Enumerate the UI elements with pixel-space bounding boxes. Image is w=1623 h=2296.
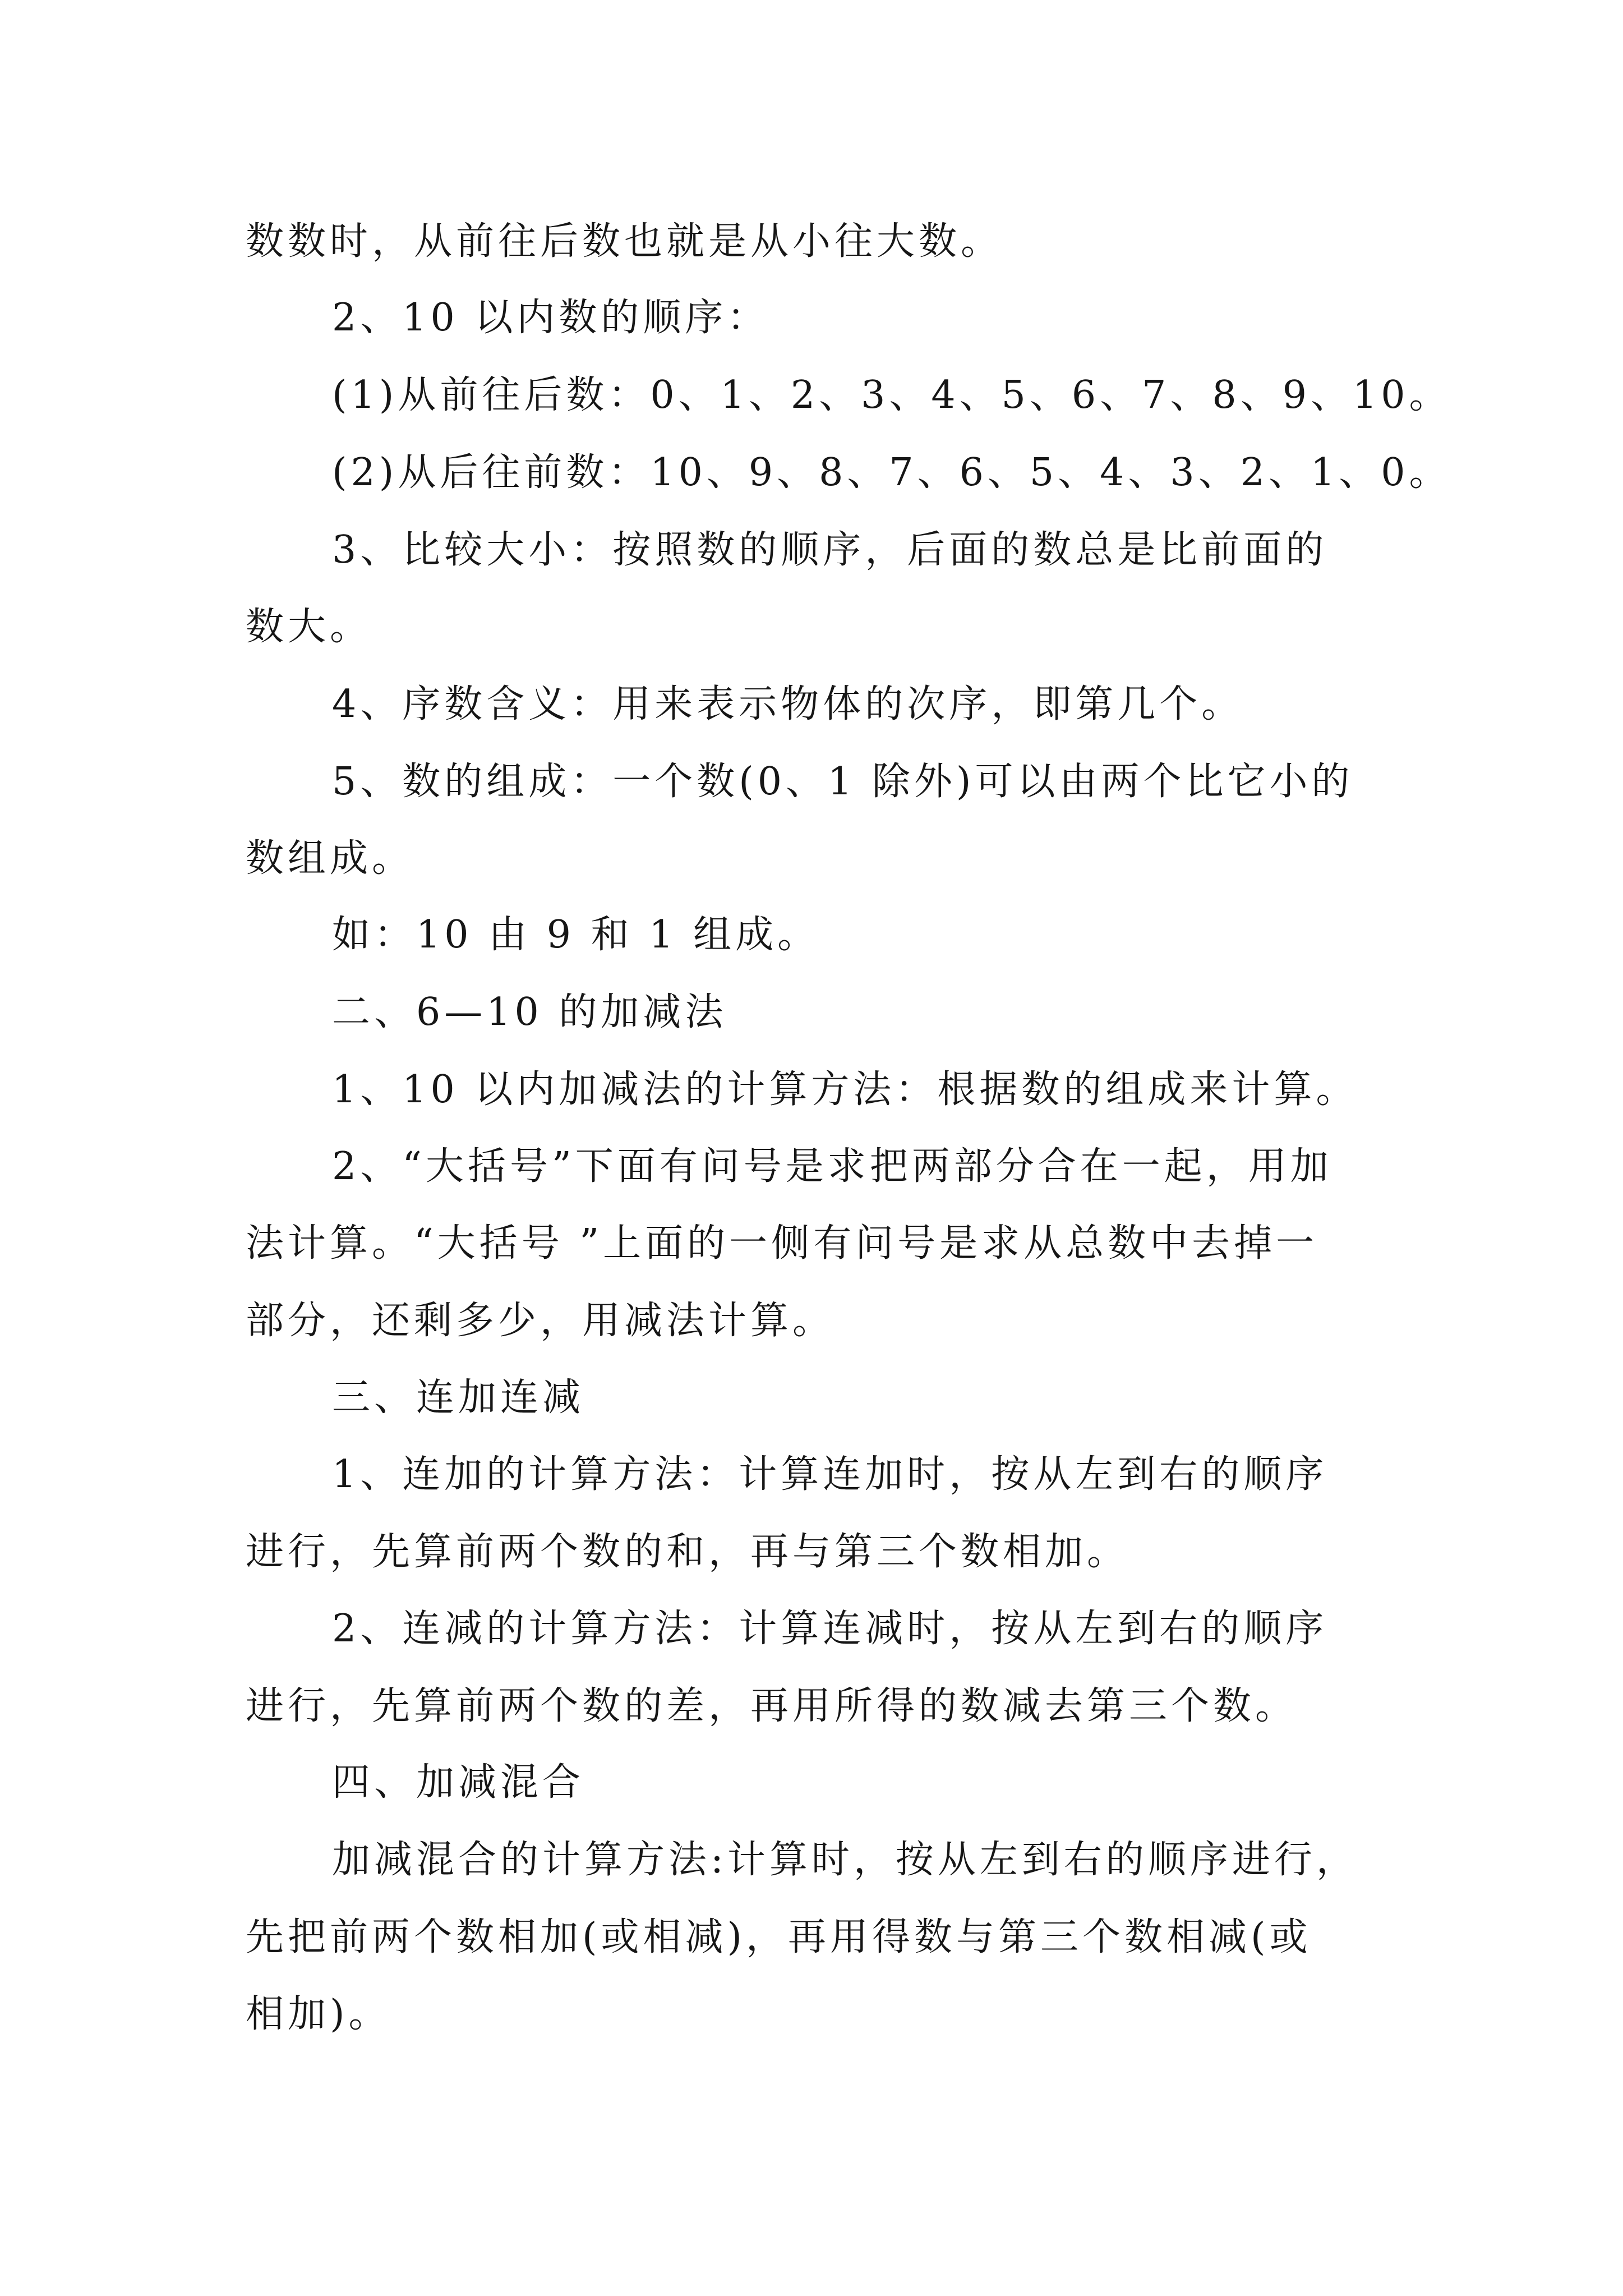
section-heading: 三、连加连减 xyxy=(332,1375,585,1420)
text-line: (1)从前往后数：0、1、2、3、4、5、6、7、8、9、10。 xyxy=(332,373,1451,417)
section-heading: 四、加减混合 xyxy=(332,1760,585,1805)
text-line: 1、连加的计算方法：计算连加时，按从左到右的顺序 xyxy=(332,1452,1328,1497)
text-line: 2、“大括号”下面有问号是求把两部分合在一起，用加 xyxy=(332,1144,1332,1189)
text-line: 数组成。 xyxy=(246,836,414,881)
text-line: 加减混合的计算方法:计算时，按从左到右的顺序进行， xyxy=(332,1838,1358,1882)
text-line: 数数时，从前往后数也就是从小往大数。 xyxy=(246,219,1003,264)
text-line: 数大。 xyxy=(246,605,372,649)
text-line: 2、连减的计算方法：计算连减时，按从左到右的顺序 xyxy=(332,1607,1328,1651)
text-line: 先把前两个数相加(或相减)，再用得数与第三个数相减(或 xyxy=(246,1915,1312,1959)
text-line: 相加)。 xyxy=(246,1992,391,2036)
text-line: (2)从后往前数：10、9、8、7、6、5、4、3、2、1、0。 xyxy=(332,450,1451,495)
text-line: 部分，还剩多少，用减法计算。 xyxy=(246,1299,835,1343)
text-line: 2、10 以内数的顺序： xyxy=(332,296,769,340)
text-line: 如：10 由 9 和 1 组成。 xyxy=(332,913,820,957)
text-line: 进行，先算前两个数的差，再用所得的数减去第三个数。 xyxy=(246,1684,1298,1728)
text-line: 4、序数含义：用来表示物体的次序，即第几个。 xyxy=(332,682,1244,726)
text-line: 5、数的组成：一个数(0、1 除外)可以由两个比它小的 xyxy=(332,760,1354,804)
text-line: 1、10 以内加减法的计算方法：根据数的组成来计算。 xyxy=(332,1068,1358,1112)
section-heading: 二、6—10 的加减法 xyxy=(332,990,727,1034)
text-line: 法计算。“大括号 ”上面的一侧有问号是求从总数中去掉一 xyxy=(246,1221,1318,1266)
text-line: 3、比较大小：按照数的顺序，后面的数总是比前面的 xyxy=(332,528,1328,572)
text-line: 进行，先算前两个数的和，再与第三个数相加。 xyxy=(246,1530,1129,1574)
